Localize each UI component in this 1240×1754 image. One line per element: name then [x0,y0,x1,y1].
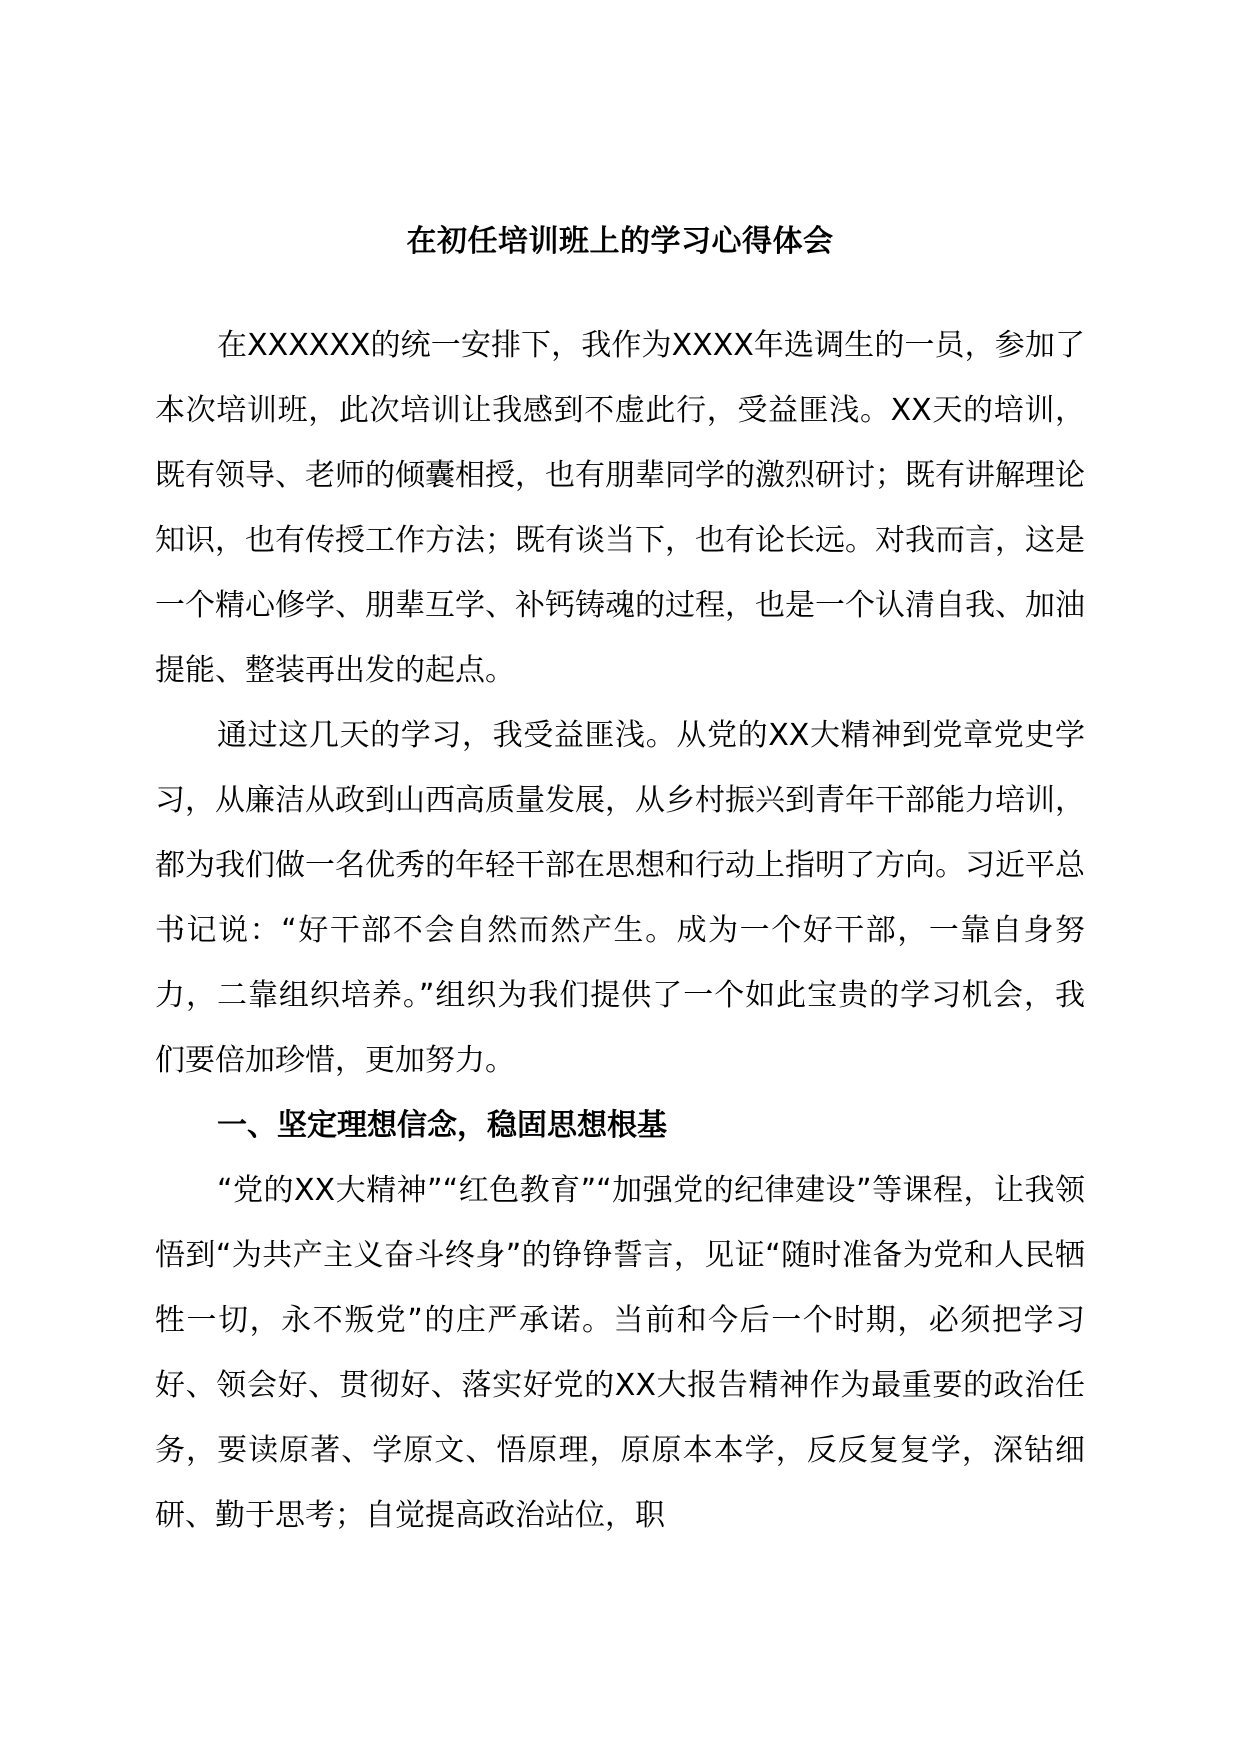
paragraph-section-1: “党的XX大精神”“红色教育”“加强党的纪律建设”等课程，让我领悟到“为共产主义奋斗终身”的铮铮誓言，见证“随时准备为党和人民牺牲一切，永不叛党”的庄严承诺。当前和今后一个时期，必须把学习好、领会好、贯彻好、落实好党的XX大报告精神作为最重要的政治任务，要读原著、学原文、悟原理，原原本本学，反反复复学，深钻细研、勤于思考；自觉提高政治站位，职 [155,1173,1085,1533]
section-heading-1: 一、坚定理想信念，稳固思想根基 [217,1108,667,1143]
document-title: 在初任培训班上的学习心得体会 [406,224,834,259]
paragraph-intro: 在XXXXXX的统一安排下，我作为XXXX年选调生的一员，参加了本次培训班，此次培训让我感到不虚此行，受益匪浅。XX天的培训，既有领导、老师的倾囊相授，也有朋辈同学的激烈研讨；既有讲解理论知识，也有传授工作方法；既有谈当下，也有论长远。对我而言，这是一个精心修学、朋辈互学、补钙铸魂的过程，也是一个认清自我、加油提能、整装再出发的起点。 [155,328,1085,688]
paragraph-study-summary: 通过这几天的学习，我受益匪浅。从党的XX大精神到党章党史学习，从廉洁从政到山西高质量发展，从乡村振兴到青年干部能力培训，都为我们做一名优秀的年轻干部在思想和行动上指明了方向。习近平总书记说：“好干部不会自然而然产生。成为一个好干部，一靠自身努力，二靠组织培养。”组织为我们提供了一个如此宝贵的学习机会，我们要倍加珍惜，更加努力。 [155,718,1085,1078]
document-body [155,313,1085,1548]
